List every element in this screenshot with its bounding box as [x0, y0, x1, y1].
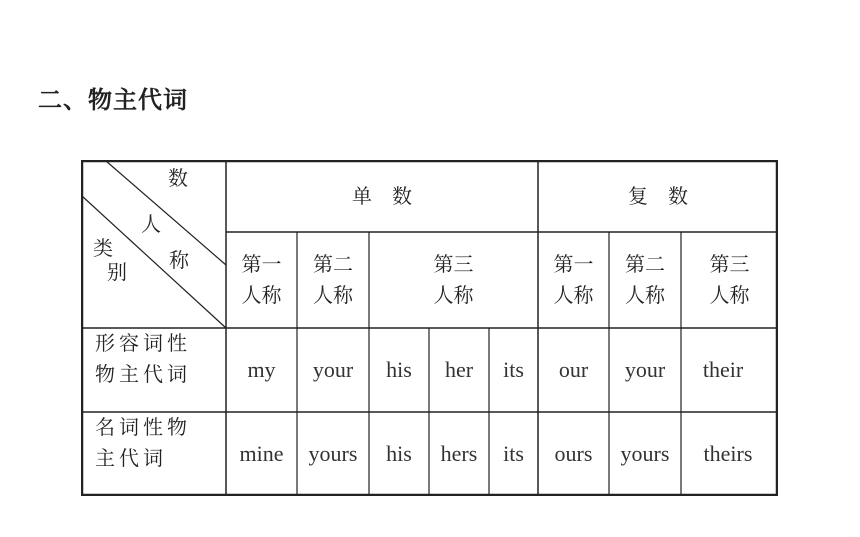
- table-cell: their: [702, 356, 744, 382]
- header-sg-third-person: 第三 人称: [433, 252, 474, 307]
- corner-category-label-2: 别: [107, 260, 127, 284]
- table-cell: your: [624, 356, 666, 382]
- table-cell: her: [444, 356, 474, 382]
- table-cell: your: [312, 356, 354, 382]
- corner-person-label-2: 称: [169, 248, 189, 272]
- header-singular: 单 数: [352, 183, 412, 208]
- table-cell: ours: [554, 440, 593, 466]
- section-heading: 二、物主代词: [38, 86, 188, 114]
- pronoun-table: [81, 160, 778, 496]
- table-cell: its: [503, 356, 524, 382]
- header-pl-first-person: 第一 人称: [553, 252, 594, 307]
- header-plural: 复 数: [628, 183, 688, 208]
- table-cell: our: [558, 356, 589, 382]
- table-cell: my: [247, 356, 276, 382]
- row-label-nominal: 名词性物 主代词: [95, 415, 191, 470]
- table-cell: his: [386, 440, 412, 466]
- header-sg-second-person: 第二 人称: [313, 252, 353, 307]
- corner-number-label: 数: [168, 166, 188, 190]
- table-cell: his: [386, 356, 412, 382]
- corner-person-label-1: 人: [141, 212, 161, 236]
- table-cell: yours: [308, 440, 358, 466]
- header-sg-first-person: 第一 人称: [241, 252, 282, 307]
- table-cell: mine: [239, 440, 284, 466]
- header-pl-third-person: 第三 人称: [709, 252, 750, 307]
- table-cell: its: [503, 440, 524, 466]
- table-cell: hers: [440, 440, 478, 466]
- table-cell: theirs: [703, 440, 753, 466]
- header-pl-second-person: 第二 人称: [625, 252, 665, 307]
- row-label-adjectival: 形容词性 物主代词: [95, 331, 191, 386]
- corner-category-label-1: 类: [93, 236, 113, 260]
- table-cell: yours: [620, 440, 670, 466]
